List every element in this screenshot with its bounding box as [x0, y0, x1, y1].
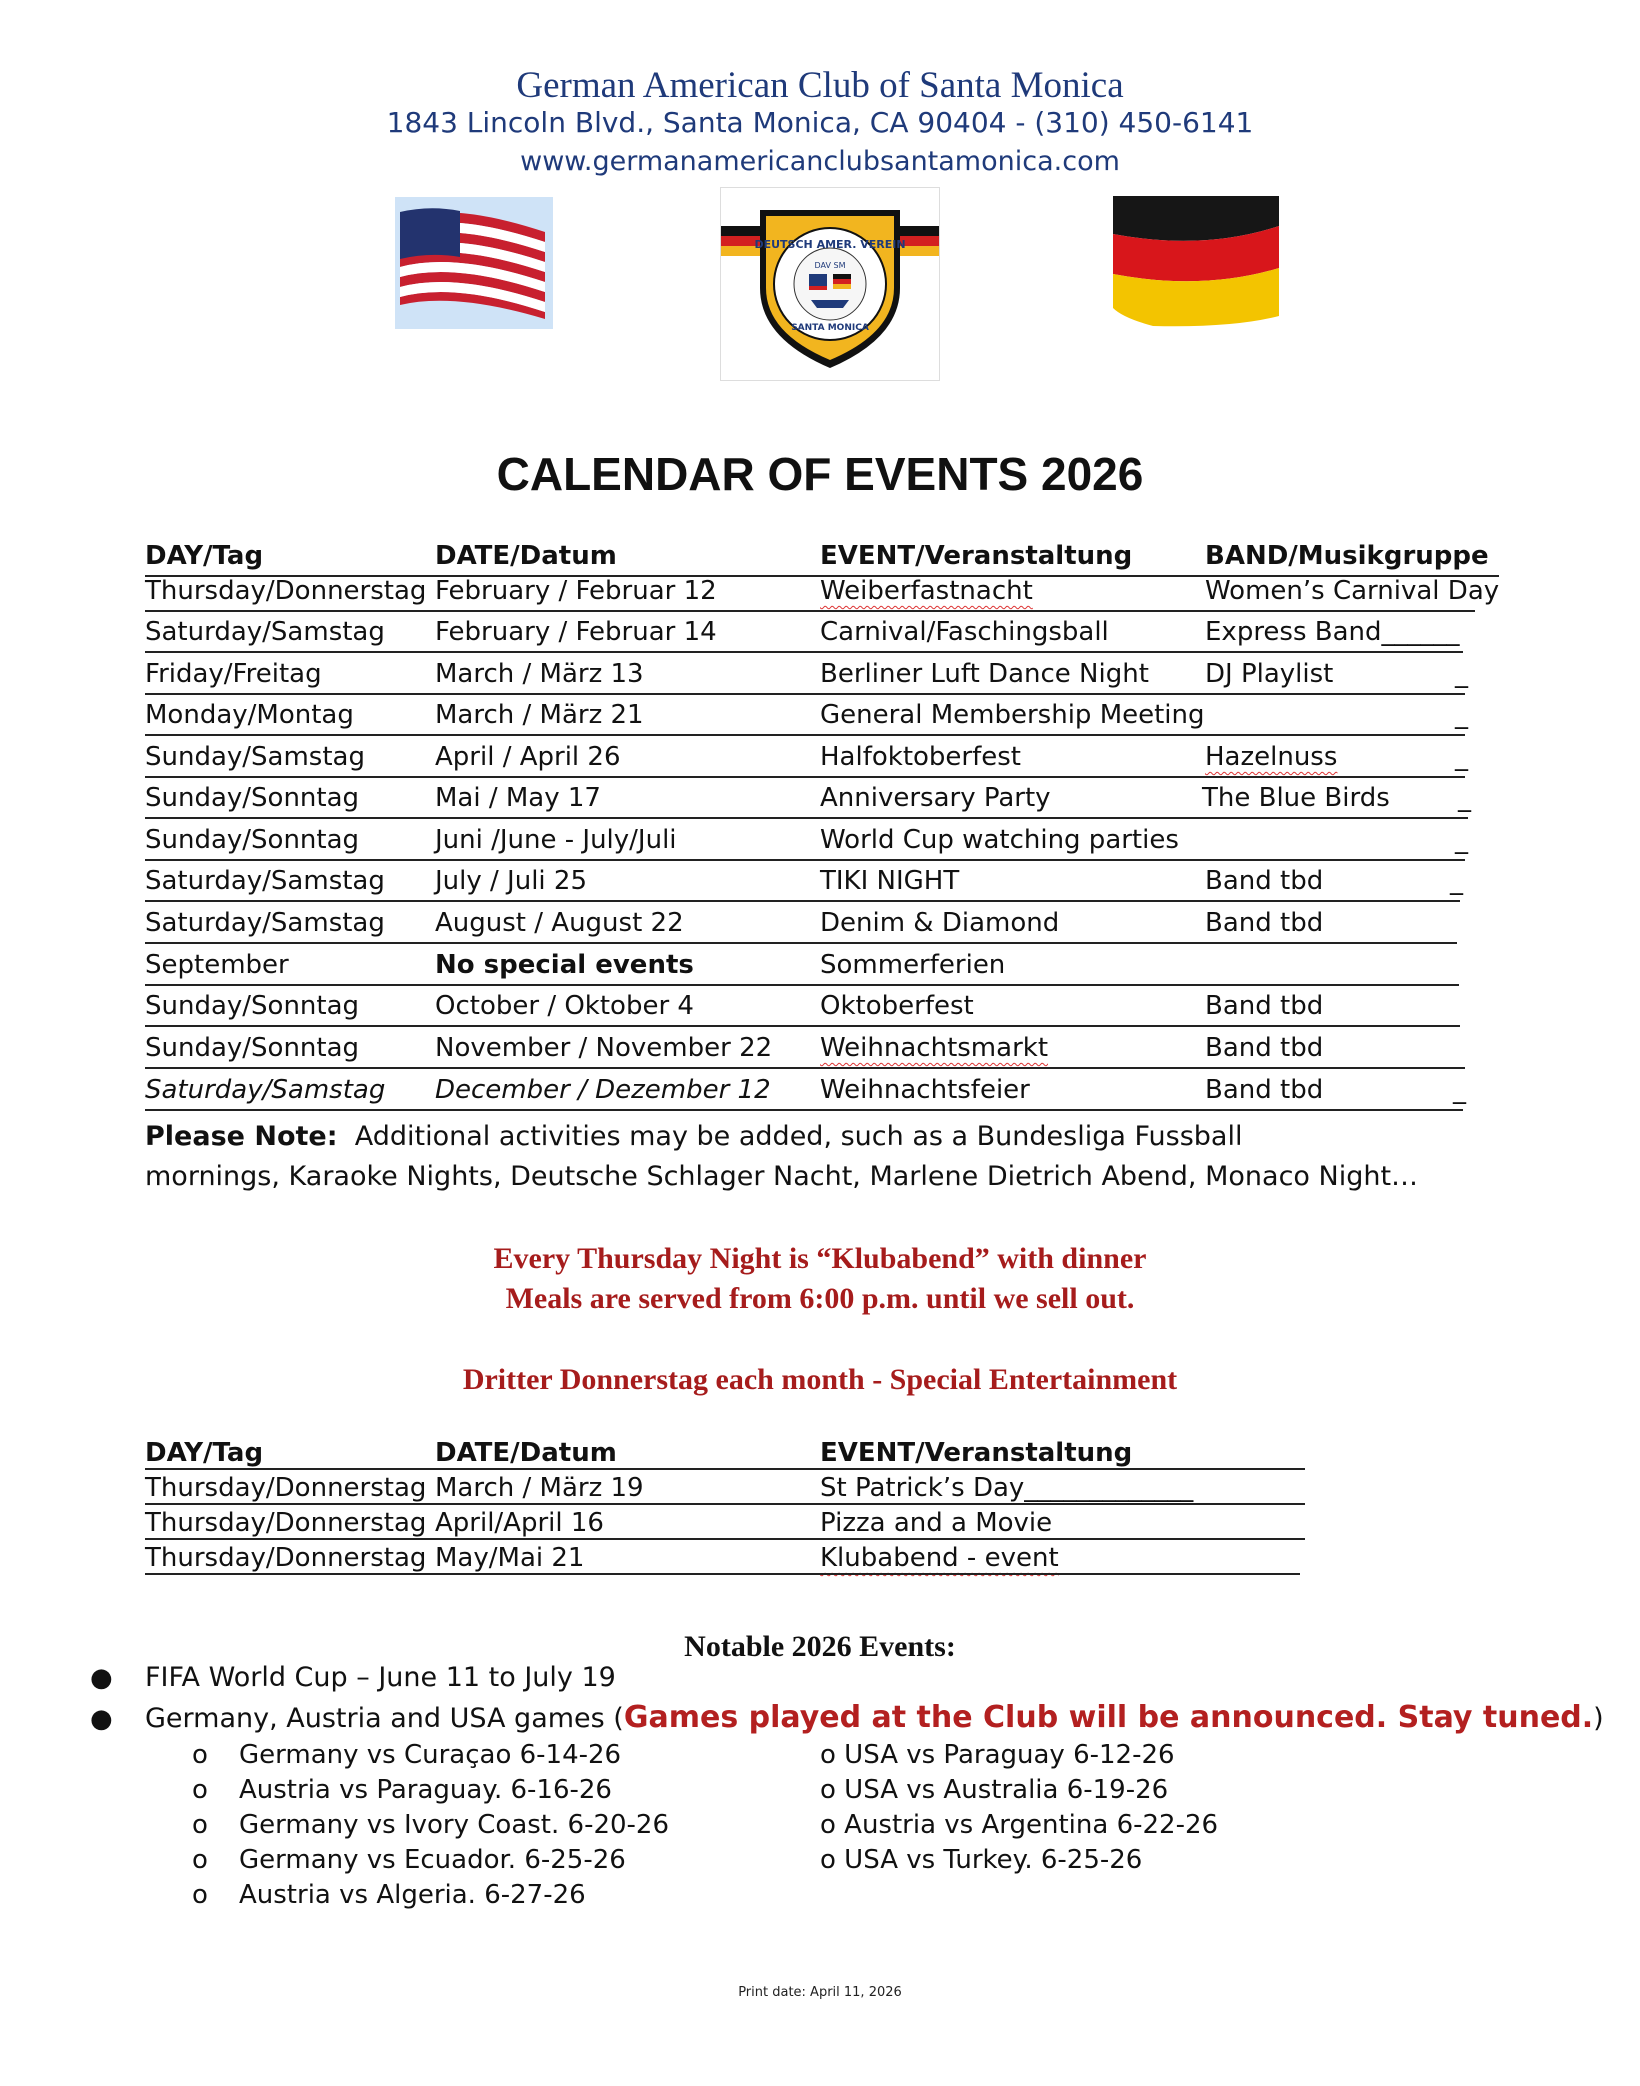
- table-row: [145, 908, 1475, 948]
- row-date: July / Juli 25: [435, 866, 587, 896]
- klubabend-line-1: Every Thursday Night is “Klubabend” with dinner: [493, 1242, 1147, 1275]
- row-band: Band tbd: [1205, 1033, 1324, 1063]
- row-day: Thursday/Donnerstag: [145, 1473, 427, 1503]
- row-band: Band tbd: [1205, 866, 1324, 896]
- row-event: General Membership Meeting: [820, 700, 1205, 730]
- page-title: CALENDAR OF EVENTS 2026: [496, 448, 1144, 500]
- row-event: Klubabend - event: [820, 1543, 1059, 1573]
- row-event: World Cup watching parties: [820, 825, 1179, 855]
- game-text: Austria vs Algeria. 6-27-26: [239, 1880, 586, 1910]
- club-crest-graphic: [721, 188, 939, 380]
- row-band: The Blue Birds: [1202, 783, 1390, 813]
- header-event: EVENT/Veranstaltung: [820, 1438, 1133, 1468]
- crest-text-small: DAV SM: [814, 261, 846, 270]
- row-event: Sommerferien: [820, 950, 1006, 980]
- row-underline: [145, 1025, 1460, 1027]
- header-day: DAY/Tag: [145, 541, 264, 571]
- game-item: o USA vs Turkey. 6-25-26: [820, 1845, 1143, 1875]
- table-row: [145, 742, 1475, 782]
- special-table-header: [145, 1438, 1305, 1474]
- row-day: Friday/Freitag: [145, 659, 322, 689]
- table-row: [145, 659, 1475, 699]
- us-flag-canton: [400, 208, 460, 259]
- sub-bullet-icon: o: [192, 1845, 208, 1875]
- game-text: Austria vs Paraguay. 6-16-26: [239, 1775, 612, 1805]
- table-row: [145, 1508, 1305, 1544]
- row-band: Hazelnuss: [1205, 742, 1338, 772]
- row-trailing-mark: _: [1458, 783, 1471, 813]
- row-date: April / April 26: [435, 742, 621, 772]
- row-day: Thursday/Donnerstag: [145, 1543, 427, 1573]
- club-website[interactable]: www.germanamericanclubsantamonica.com: [520, 146, 1120, 177]
- row-date: Juni /June - July/Juli: [435, 825, 677, 855]
- header-date: DATE/Datum: [435, 1438, 617, 1468]
- note-text-2: mornings, Karaoke Nights, Deutsche Schlager Nacht, Marlene Dietrich Abend, Monaco Night…: [145, 1161, 1419, 1192]
- row-trailing-mark: _: [1455, 742, 1468, 772]
- row-band: Women’s Carnival Day: [1205, 576, 1500, 606]
- dritter-donnerstag: Dritter Donnerstag each month - Special Entertainment: [462, 1363, 1178, 1396]
- game-item: [192, 1810, 669, 1840]
- row-date: April/April 16: [435, 1508, 604, 1538]
- game-item: [192, 1775, 612, 1805]
- bullet-text: FIFA World Cup – June 11 to July 19: [145, 1662, 616, 1693]
- row-event: Halfoktoberfest: [820, 742, 1022, 772]
- row-event: Weiberfastnacht: [820, 576, 1033, 606]
- row-event: TIKI NIGHT: [820, 866, 960, 896]
- row-underline: [145, 693, 1465, 695]
- row-event: Denim & Diamond: [820, 908, 1060, 938]
- row-date: March / März 19: [435, 1473, 644, 1503]
- bullet-text: Germany, Austria and USA games (: [145, 1703, 624, 1734]
- header-underline: [145, 1468, 1305, 1470]
- row-date: February / Februar 12: [435, 576, 717, 606]
- table-row: [145, 1075, 1475, 1115]
- row-underline: [145, 817, 1468, 819]
- row-underline: [145, 942, 1457, 944]
- game-text: Germany vs Curaçao 6-14-26: [239, 1740, 622, 1770]
- table-row: [145, 1473, 1305, 1509]
- row-day: Saturday/Samstag: [145, 908, 385, 938]
- sub-bullet-icon: o: [192, 1880, 208, 1910]
- game-text: Germany vs Ivory Coast. 6-20-26: [239, 1810, 670, 1840]
- note-label: Please Note:: [145, 1121, 338, 1152]
- row-trailing-mark: _: [1453, 1075, 1466, 1105]
- row-date: February / Februar 14: [435, 617, 717, 647]
- row-event: Anniversary Party: [820, 783, 1051, 813]
- row-day: Thursday/Donnerstag: [145, 576, 427, 606]
- club-crest: [720, 187, 940, 381]
- notable-events-title: Notable 2026 Events:: [684, 1630, 956, 1663]
- row-day: Sunday/Sonntag: [145, 1033, 360, 1063]
- bullet-icon: ●: [90, 1663, 113, 1693]
- note-line-1: [145, 1117, 1545, 1157]
- row-band: Express Band______: [1205, 617, 1460, 647]
- sub-bullet-icon: o: [192, 1775, 208, 1805]
- games-announcement: Games played at the Club will be announced. Stay tuned.: [623, 1700, 1594, 1735]
- row-day: Monday/Montag: [145, 700, 354, 730]
- row-underline: [145, 734, 1465, 736]
- row-date: December / Dezember 12: [435, 1075, 771, 1105]
- row-date: October / Oktober 4: [435, 991, 694, 1021]
- row-event: Weihnachtsmarkt: [820, 1033, 1049, 1063]
- row-date: No special events: [435, 950, 694, 980]
- row-event: Pizza and a Movie: [820, 1508, 1053, 1538]
- crest-text-top: DEUTSCH AMER. VEREIN: [754, 238, 906, 251]
- table-row: [145, 950, 1475, 990]
- klubabend-line-2: Meals are served from 6:00 p.m. until we sell out.: [505, 1282, 1135, 1315]
- row-underline: [145, 984, 1459, 986]
- game-item: [192, 1740, 621, 1770]
- row-underline: [145, 859, 1465, 861]
- table-row: [145, 783, 1475, 823]
- table-row: [145, 576, 1500, 616]
- table-row: [145, 991, 1475, 1031]
- row-event: Oktoberfest: [820, 991, 974, 1021]
- row-trailing-mark: _: [1455, 700, 1468, 730]
- row-date: March / März 13: [435, 659, 644, 689]
- row-underline: [145, 1538, 1305, 1540]
- row-trailing-mark: _: [1450, 866, 1463, 896]
- events-table-header: [145, 541, 1489, 581]
- sub-bullet-icon: o: [192, 1740, 208, 1770]
- row-underline: [145, 1109, 1463, 1111]
- note-text-1: Additional activities may be added, such as a Bundesliga Fussball: [354, 1121, 1243, 1152]
- table-row: [145, 617, 1475, 657]
- row-date: March / März 21: [435, 700, 644, 730]
- row-day: Sunday/Sonntag: [145, 783, 360, 813]
- club-address: 1843 Lincoln Blvd., Santa Monica, CA 90404 - (310) 450-6141: [386, 106, 1254, 139]
- row-event: Berliner Luft Dance Night: [820, 659, 1149, 689]
- notable-bullet-world-cup: [90, 1662, 616, 1693]
- notable-bullet-games: [90, 1700, 1604, 1735]
- row-band: Band tbd: [1205, 908, 1324, 938]
- row-event: Carnival/Faschingsball: [820, 617, 1109, 647]
- row-band: Band tbd: [1205, 991, 1324, 1021]
- row-day: Saturday/Samstag: [145, 617, 385, 647]
- row-day: Sunday/Sonntag: [145, 825, 360, 855]
- sub-bullet-icon: o: [192, 1810, 208, 1840]
- row-date: August / August 22: [435, 908, 684, 938]
- game-item: [192, 1845, 626, 1875]
- row-underline: [145, 651, 1463, 653]
- row-trailing-mark: _: [1455, 825, 1468, 855]
- table-row: [145, 866, 1475, 906]
- header-band: BAND/Musikgruppe: [1205, 541, 1489, 571]
- row-trailing-mark: _: [1455, 659, 1468, 689]
- game-item: o Austria vs Argentina 6-22-26: [820, 1810, 1219, 1840]
- row-day: Sunday/Samstag: [145, 742, 365, 772]
- row-day: Saturday/Samstag: [145, 866, 385, 896]
- bullet-close-paren: ): [1593, 1703, 1604, 1734]
- crest-text-bottom: SANTA MONICA: [791, 323, 869, 333]
- print-date: Print date: April 11, 2026: [738, 1985, 902, 2000]
- row-event: St Patrick’s Day_____________: [820, 1473, 1194, 1503]
- table-row: [145, 1543, 1305, 1579]
- table-row: [145, 825, 1475, 865]
- table-row: [145, 700, 1475, 740]
- game-item: [192, 1880, 586, 1910]
- us-flag-image: [395, 197, 553, 329]
- row-band: DJ Playlist: [1205, 659, 1334, 689]
- bullet-icon: ●: [90, 1704, 113, 1734]
- header-day: DAY/Tag: [145, 1438, 264, 1468]
- row-underline: [145, 610, 1475, 612]
- row-day: Sunday/Sonntag: [145, 991, 360, 1021]
- row-underline: [145, 1067, 1465, 1069]
- row-day: Thursday/Donnerstag: [145, 1508, 427, 1538]
- game-text: Germany vs Ecuador. 6-25-26: [239, 1845, 626, 1875]
- row-date: Mai / May 17: [435, 783, 601, 813]
- german-flag-image: [1113, 196, 1279, 328]
- row-underline: [145, 776, 1465, 778]
- row-band: Band tbd: [1205, 1075, 1324, 1105]
- row-date: November / November 22: [435, 1033, 773, 1063]
- header-event: EVENT/Veranstaltung: [820, 541, 1133, 571]
- row-day: Saturday/Samstag: [145, 1075, 386, 1105]
- row-underline: [145, 1503, 1305, 1505]
- row-day: September: [145, 950, 289, 980]
- club-name: German American Club of Santa Monica: [516, 65, 1124, 106]
- row-event: Weihnachtsfeier: [820, 1075, 1030, 1105]
- row-date: May/Mai 21: [435, 1543, 585, 1573]
- row-underline: [145, 1573, 1300, 1575]
- game-item: o USA vs Australia 6-19-26: [820, 1775, 1169, 1805]
- header-date: DATE/Datum: [435, 541, 617, 571]
- please-note: [145, 1117, 1545, 1197]
- row-underline: [145, 900, 1460, 902]
- table-row: [145, 1033, 1475, 1073]
- game-item: o USA vs Paraguay 6-12-26: [820, 1740, 1175, 1770]
